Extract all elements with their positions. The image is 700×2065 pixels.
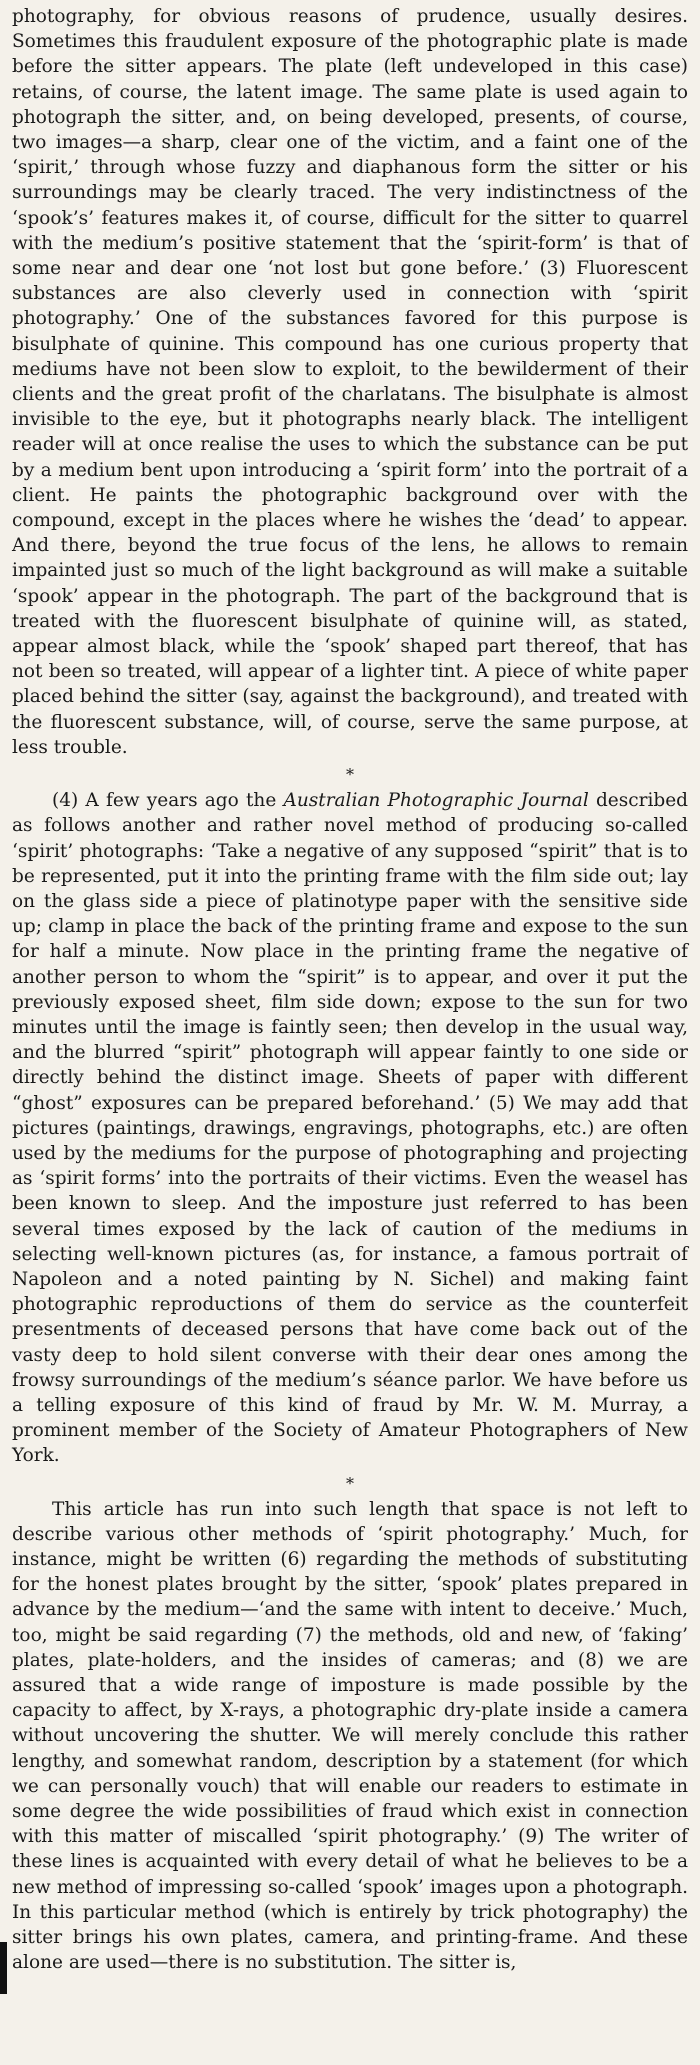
paragraph-text-lead: (4) A few years ago the	[52, 790, 284, 812]
paragraph-text-body: described as follows another and rather novel method of producing so-called ‘spirit’ photographs: ‘Take a negative of any supposed “spirit” that is to be represented, put it into the printing frame with the film side out; lay on the glass side a piece of platinotype paper with the sensitive side up; clamp in place the back of the printing frame and expose to the sun for half a minute. Now place in the printing frame the negative of another person to whom the “spirit” is to appear, and over it put the previously exposed sheet, film side down; expose to the sun for two minutes until the image is faintly seen; then develop in the usual way, and the blurred “spirit” photograph will appear faintly to one side or directly behind the distinct image. Sheets of paper with different “ghost” exposures can be prepared beforehand.’ (5) We may add that pictures (paintings, drawings, engravings, photographs, etc.) are often used by the mediums for the purpose of photographing and projecting as ‘spirit forms’ into the portraits of their victims. Even the weasel has been known to sleep. And the imposture just referred to has been several times exposed by the lack of caution of the mediums in selecting well-known pictures (as, for instance, a famous portrait of Napoleon and a noted painting by N. Sichel) and making faint photographic reproductions of them do service as the counterfeit presentments of deceased persons that have come back out of the vasty deep to hold silent converse with their dear ones among the frowsy surroundings of the medium’s séance parlor. We have before us a telling exposure of this kind of fraud by Mr. W. M. Murray, a prominent member of the Society of Amateur Photographers of New York.	[12, 790, 688, 1467]
section-separator: *	[346, 1473, 354, 1493]
journal-title: Australian Photographic Journal	[283, 790, 589, 812]
paragraph-other-methods: This article has run into such length that space is not left to describe various other methods of ‘spirit photography.’ Much, for instance, might be written (6) regarding the methods of substituting for the honest plates brought by the sitter, ‘spook’ plates prepared in advance by the medium—‘and the same with intent to deceive.’ Much, too, might be said regarding (7) the methods, old and new, of ‘faking’ plates, plate-holders, and the insides of cameras; and (8) we are assured that a wide range of imposture is made possible by the capacity to affect, by X-rays, a photographic dry-plate inside a camera without uncovering the shutter. We will merely conclude this rather lengthy, and somewhat random, description by a statement (for which we can personally vouch) that will enable our readers to estimate in some degree the wide possibilities of fraud which exist in connection with this matter of miscalled ‘spirit photography.’ (9) The writer of these lines is acquainted with every detail of what he believes to be a new method of impressing so-called ‘spook’ images upon a photograph. In this particular method (which is entirely by trick photography) the sitter brings his own plates, camera, and printing-frame. And these alone are used—there is no substitution. The sitter is,	[12, 1498, 688, 1974]
section-separator: *	[346, 765, 354, 785]
scan-edge-mark	[0, 1942, 7, 1994]
paragraph-platinotype-method	[12, 788, 688, 1468]
paragraph-fluorescent-methods: photography, for obvious reasons of prudence, usually desires. Sometimes this fraudulent exposure of the photographic plate is made before the sitter appears. The plate (left undeveloped in this case) retains, of course, the latent image. The same plate is used again to photograph the sitter, and, on being developed, presents, of course, two images—a sharp, clear one of the victim, and a faint one of the ‘spirit,’ through whose fuzzy and diaphanous form the sitter or his surroundings may be clearly traced. The very indistinctness of the ‘spook’s’ features makes it, of course, difficult for the sitter to quarrel with the medium’s positive statement that the ‘spirit-form’ is that of some near and dear one ‘not lost but gone before.’ (3) Fluorescent substances are also cleverly used in connection with ‘spirit photography.’ One of the substances favored for this purpose is bisulphate of quinine. This compound has one curious property that mediums have not been slow to exploit, to the bewilderment of their clients and the great profit of the charlatans. The bisulphate is almost invisible to the eye, but it photographs nearly black. The intelligent reader will at once realise the uses to which the substance can be put by a medium bent upon introducing a ‘spirit form’ into the portrait of a client. He paints the photographic background over with the compound, except in the places where he wishes the ‘dead’ to appear. And there, beyond the true focus of the lens, he allows to remain impainted just so much of the light background as will make a suitable ‘spook’ appear in the photograph. The part of the background that is treated with the fluorescent bisulphate of quinine will, as stated, appear almost black, while the ‘spook’ shaped part thereof, that has not been so treated, will appear of a lighter tint. A piece of white paper placed behind the sitter (say, against the background), and treated with the fluorescent substance, will, of course, serve the same purpose, at less trouble.	[12, 6, 688, 758]
